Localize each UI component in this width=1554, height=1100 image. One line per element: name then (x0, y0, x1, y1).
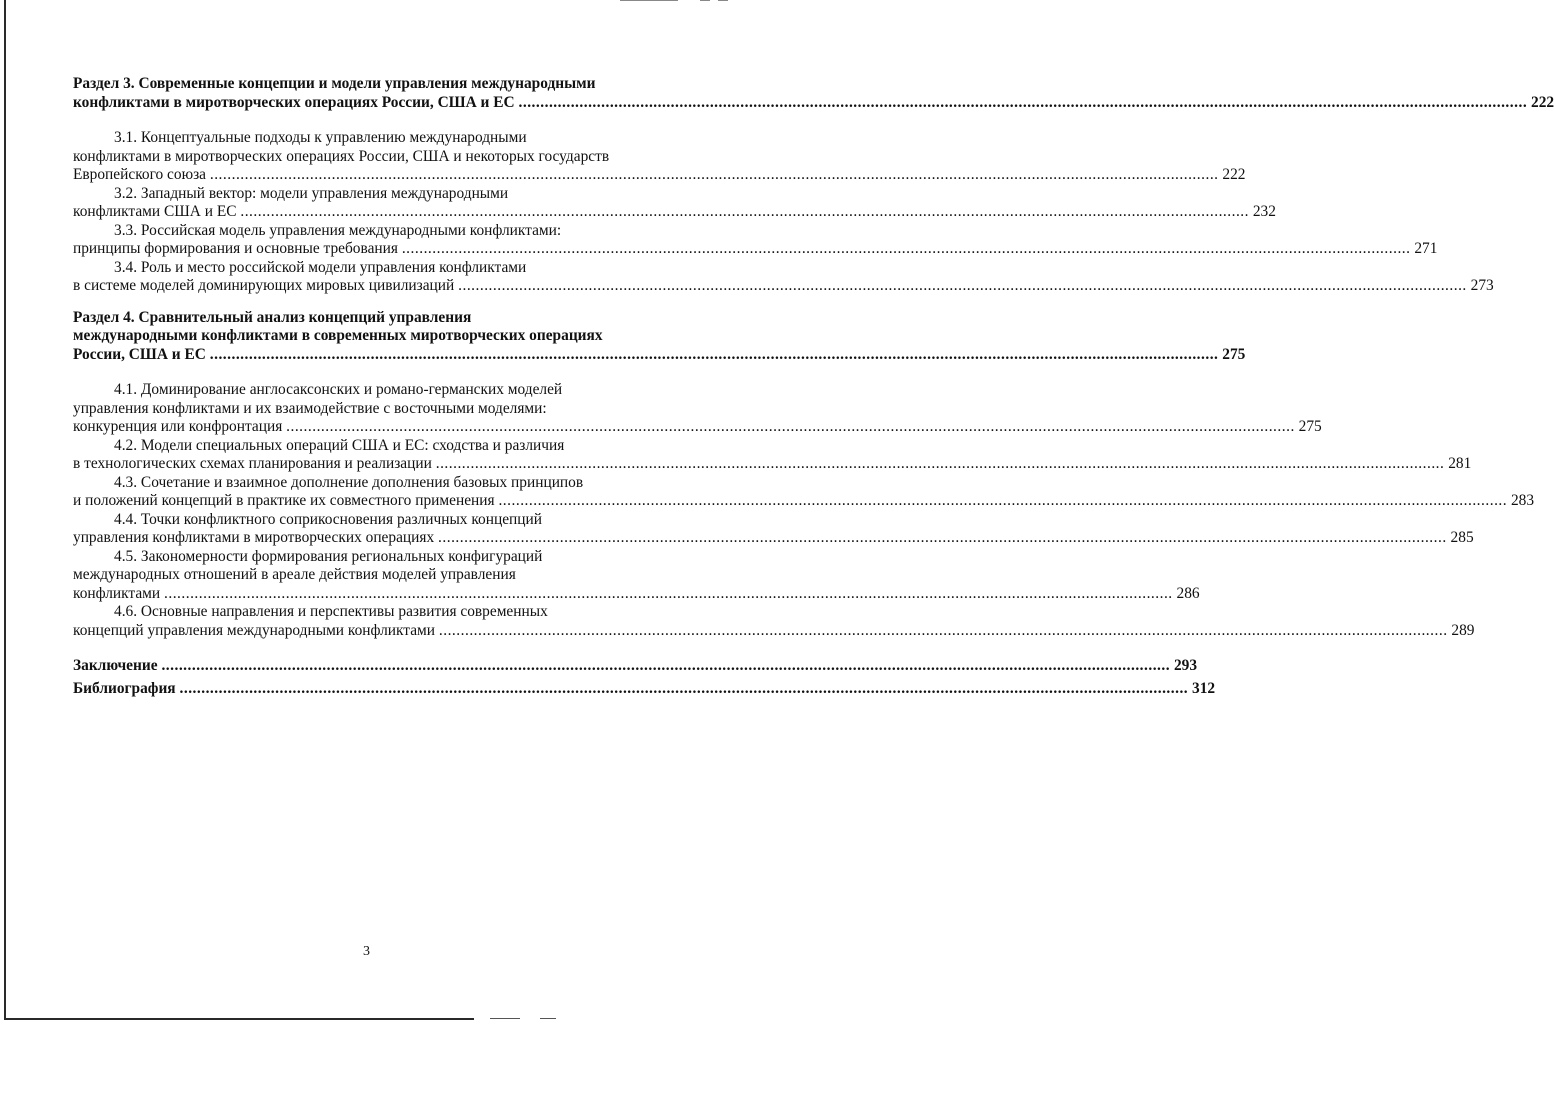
section-3-heading (73, 75, 1554, 112)
leader-dots (210, 346, 1219, 363)
scan-border-left (4, 0, 6, 1020)
bibliography-heading: Библиография ..... 312 (73, 680, 657, 699)
leader-dots (402, 240, 1411, 257)
section-4-title-line-3: России, США и ЕС ..... 275 (73, 346, 657, 365)
leader-dots (161, 657, 1170, 674)
leader-dots (519, 94, 1528, 111)
toc-entry-4-2: 4.2. Модели специальных операций США и ЕС: сходства и различия в технологических схемах планирования и реализации ..... 281 (73, 437, 657, 474)
toc-entry-4-3: 4.3. Сочетание и взаимное дополнение дополнения базовых принципов и положений концепций в практике их совместного применения ..... 283 (73, 474, 657, 511)
entry-page: 285 (1450, 529, 1474, 546)
toc-entry-4-5: 4.5. Закономерности формирования региональных конфигураций международных отношений в ареале действия моделей управления конфликтами ..... 286 (73, 548, 657, 604)
scan-border-dash-1 (490, 1018, 520, 1019)
leader-dots (180, 680, 1189, 697)
section-3-title-line-2: конфликтами в миротворческих операциях России, США и ЕС ..... 222 (73, 94, 657, 113)
toc-entry-3-1: 3.1. Концептуальные подходы к управлению международными конфликтами в миротворческих операциях России, США и некоторых государств Европейского союза ..... 222 (73, 129, 657, 185)
section-4-heading (73, 308, 1246, 365)
conclusion-heading: Заключение ..... 293 (73, 657, 657, 676)
section-4-title-line-2: международными конфликтами в современных миротворческих операциях (73, 327, 603, 344)
entry-page: 281 (1448, 455, 1472, 472)
scan-mark-top-3 (718, 0, 728, 1)
toc-entry-4-4: 4.4. Точки конфликтного соприкосновения различных концепций управления конфликтами в миротворческих операциях ..... 285 (73, 511, 657, 548)
entry-page: 286 (1176, 584, 1200, 602)
section-4-page: 275 (1222, 345, 1246, 363)
bibliography-page: 312 (1192, 679, 1216, 697)
section-4-title-line-1: Раздел 4. Сравнительный анализ концепций управления (73, 308, 472, 326)
section-3-page: 222 (1531, 93, 1554, 111)
leader-dots (458, 277, 1467, 294)
leader-dots (240, 203, 1249, 220)
section-3-title-line-1: Раздел 3. Современные концепции и модели управления международными (73, 75, 596, 92)
leader-dots (498, 492, 1507, 509)
leader-dots (436, 455, 1445, 472)
toc-entry-4-1: 4.1. Доминирование англосаксонских и романо-германских моделей управления конфликтами и их взаимодействие с восточными моделями: конкуренция или конфронтация ..... 275 (73, 381, 657, 437)
leader-dots (286, 418, 1295, 435)
entry-page: 222 (1222, 166, 1246, 183)
leader-dots (164, 585, 1173, 602)
toc-entry-3-3: 3.3. Российская модель управления международными конфликтами: принципы формирования и основные требования ..... 271 (73, 222, 657, 259)
entry-page: 271 (1414, 240, 1438, 257)
leader-dots (210, 166, 1219, 183)
scan-mark-top-1 (620, 0, 678, 1)
scan-mark-top-2 (700, 0, 710, 1)
conclusion-page: 293 (1173, 657, 1198, 674)
scan-border-bottom (4, 1018, 474, 1020)
entry-page: 283 (1510, 492, 1535, 509)
table-of-contents (73, 75, 1554, 698)
entry-page: 273 (1470, 277, 1494, 294)
leader-dots (439, 622, 1448, 639)
entry-page: 232 (1252, 203, 1276, 220)
scan-border-dash-2 (540, 1018, 556, 1019)
toc-entry-4-6: 4.6. Основные направления и перспективы развития современных концепций управления международными конфликтами ..... 289 (73, 603, 657, 640)
toc-entry-3-4: 3.4. Роль и место российской модели управления конфликтами в системе моделей доминирующих мировых цивилизаций ..... 273 (73, 259, 657, 296)
entry-page: 275 (1298, 418, 1322, 435)
entry-page: 289 (1451, 621, 1475, 639)
page-number: 3 (363, 944, 370, 959)
leader-dots (438, 529, 1447, 546)
toc-entry-3-2: 3.2. Западный вектор: модели управления международными конфликтами США и ЕС ..... 232 (73, 185, 657, 222)
